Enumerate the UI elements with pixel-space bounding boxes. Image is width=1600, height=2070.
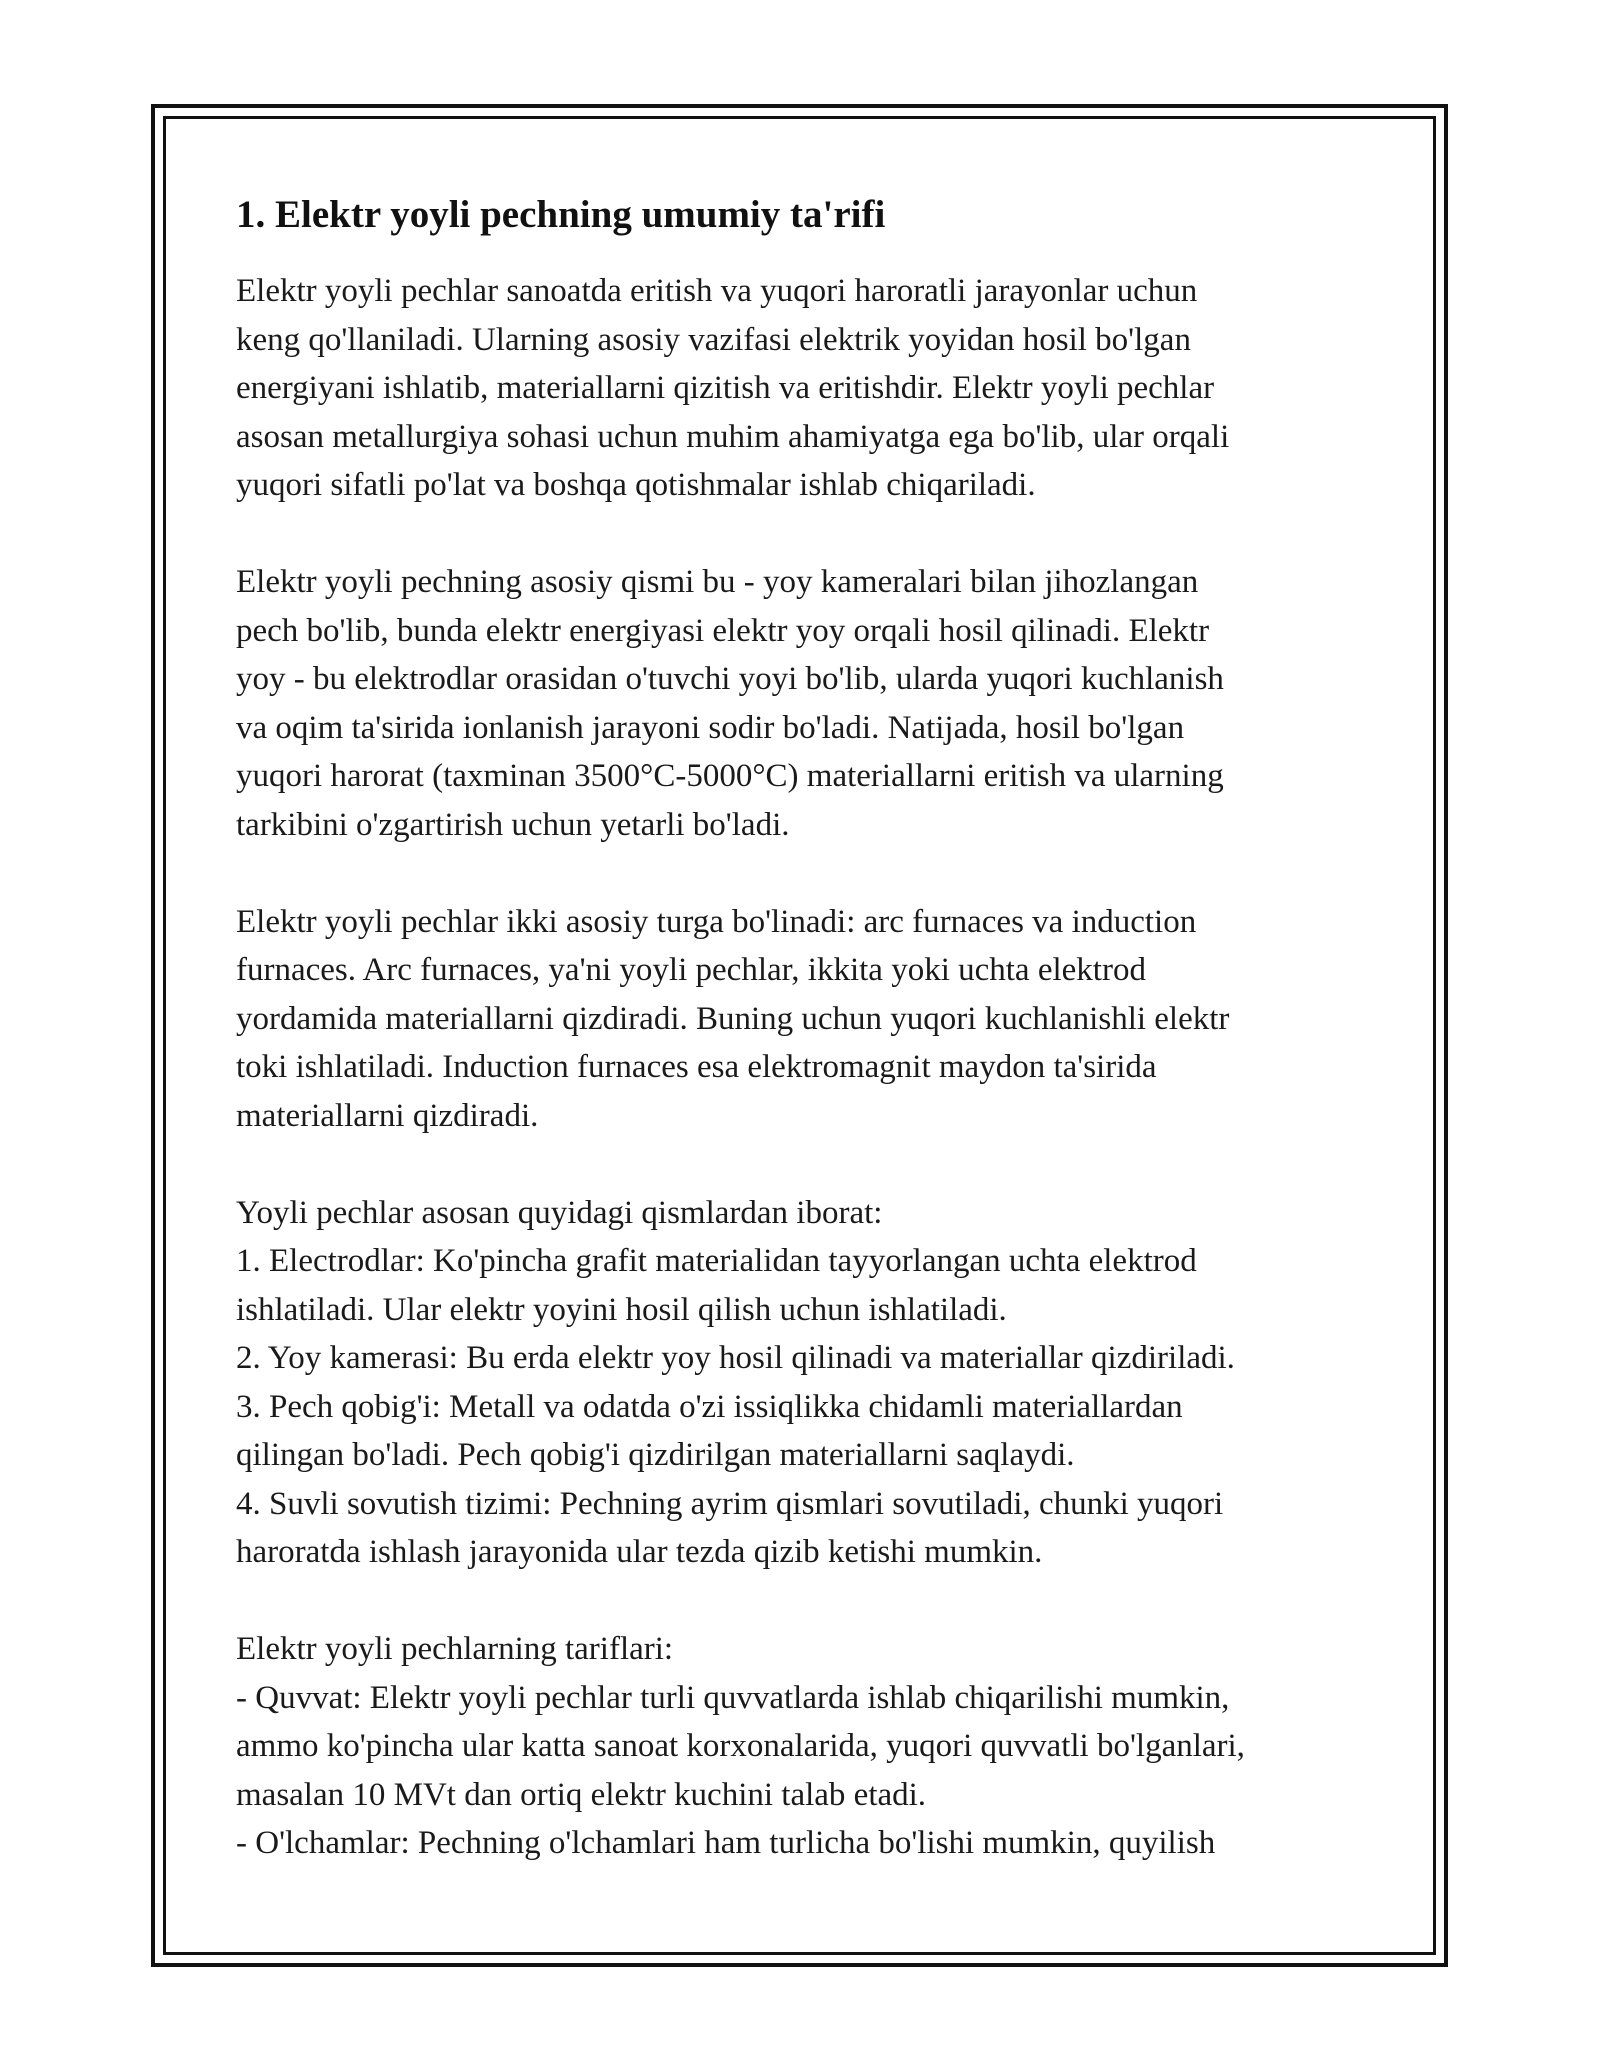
paragraph-gap <box>236 1577 1376 1626</box>
paragraph-types: Elektr yoyli pechlar ikki asosiy turga bo'linadi: arc furnaces va induction furnaces. Arc furnaces, ya'ni yoyli pechlar, ikkita yoki uchta elektrod yordamida materiallarni qizdiradi. Buning uchun yuqori kuchlanishli elektr toki ishlatiladi. Induction furnaces esa elektromagnit maydon ta'sirida materiallarni qizdiradi. <box>236 903 1230 1134</box>
paragraph-main-part: Elektr yoyli pechning asosiy qismi bu - yoy kameralari bilan jihozlangan pech bo'lib, bunda elektr energiyasi elektr yoy orqali hosil qilinadi. Elektr yoy - bu elektrodlar orasidan o'tuvchi yoyi bo'lib, ularda yuqori kuchlanish va oqim ta'sirida ionlanish jarayoni sodir bo'ladi. Natijada, hosil bo'lgan yuqori harorat (taxminan 3500°C-5000°C) materiallarni eritish va ularning tarkibini o'zgartirish uchun yetarli bo'ladi. <box>236 564 1224 843</box>
paragraph-components-list: Yoyli pechlar asosan quyidagi qismlardan iborat: 1. Electrodlar: Ko'pincha grafit materialidan tayyorlangan uchta elektrod ishlatiladi. Ular elektr yoyini hosil qilish uchun ishlatiladi. 2. Yoy kamerasi: Bu erda elektr yoy hosil qilinadi va materiallar qizdiriladi. 3. Pech qobig'i: Metall va odatda o'zi issiqlikka chidamli materiallardan qilingan bo'ladi. Pech qobig'i qizdirilgan materiallarni saqlaydi. 4. Suvli sovutish tizimi: Pechning ayrim qismlari sovutiladi, chunki yuqori haroratda ishlash jarayonida ular tezda qizib ketishi mumkin. <box>236 1194 1235 1570</box>
paragraph-gap <box>236 510 1376 559</box>
paragraph-specifications: Elektr yoyli pechlarning tariflari: - Quvvat: Elektr yoyli pechlar turli quvvatlarda ishlab chiqarilishi mumkin, ammo ko'pincha ular katta sanoat korxonalarida, yuqori quvvatli bo'lganlari, masalan 10 MVt dan ortiq elektr kuchini talab etadi. - O'lchamlar: Pechning o'lchamlari ham turlicha bo'lishi mumkin, quyilish <box>236 1631 1245 1861</box>
paragraph-gap <box>236 849 1376 898</box>
paragraph-gap <box>236 1140 1376 1189</box>
document-body <box>236 185 1376 1868</box>
section-heading: 1. Elektr yoyli pechning umumiy ta'rifi <box>236 193 886 236</box>
paragraph-intro: Elektr yoyli pechlar sanoatda eritish va yuqori haroratli jarayonlar uchun keng qo'llaniladi. Ularning asosiy vazifasi elektrik yoyidan hosil bo'lgan energiyani ishlatib, materiallarni qizitish va eritishdir. Elektr yoyli pechlar asosan metallurgiya sohasi uchun muhim ahamiyatga ega bo'lib, ular orqali yuqori sifatli po'lat va boshqa qotishmalar ishlab chiqariladi. <box>236 273 1230 503</box>
